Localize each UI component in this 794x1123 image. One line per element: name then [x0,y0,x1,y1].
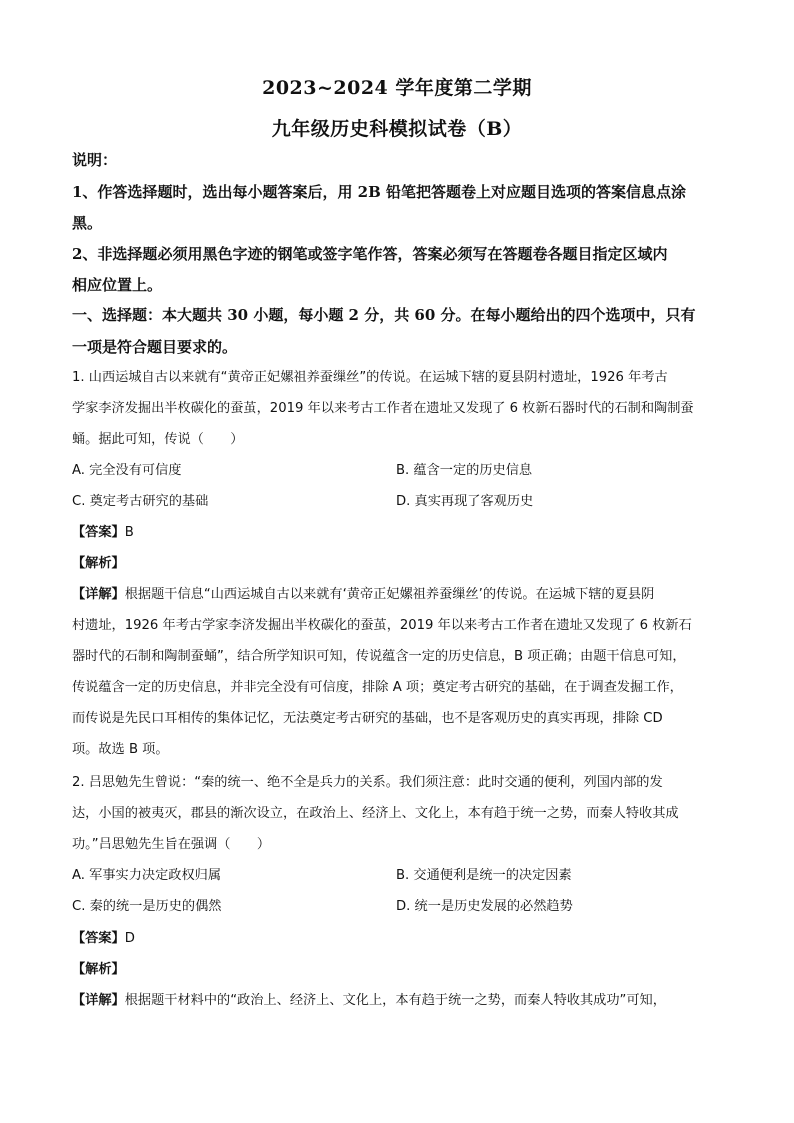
q1-answer-value: B [124,525,134,540]
q1-analysis-tag: 【解析】 [72,556,125,571]
q2-detail-line-1 [72,991,728,1011]
instruction-1-line-1: 1、作答选择题时，选出每小题答案后，用 2B 铅笔把答题卷上对应题目选项的答案信息点涂 [72,183,687,201]
q1-detail-text-1: 根据题干信息“山西运城自古以来就有‘黄帝正妃嫘祖养蚕缫丝’的传说。在运城下辖的夏县阴 [124,587,655,602]
section-heading-line-2: 一项是符合题目要求的。 [72,338,238,356]
q2-option-d: D. 统一是历史发展的必然趋势 [396,899,573,914]
instructions-label: 说明： [72,151,118,169]
q1-answer [72,523,728,543]
section-heading-line-1: 一、选择题：本大题共 30 小题，每小题 2 分，共 60 分。在每小题给出的四个选项中，只有 [72,306,696,324]
q1-detail-tag: 【详解】 [72,587,125,602]
q2-option-a: A. 军事实力决定政权归属 [72,868,222,883]
q1-analysis [72,554,728,574]
q2-analysis [72,960,728,980]
q1-detail-line-5: 而传说是先民口耳相传的集体记忆，无法奠定考古研究的基础，也不是客观历史的真实再现，排除 CD [72,711,663,726]
q2-detail-text-1: 根据题干材料中的“政治上、经济上、文化上，本有趋于统一之势，而秦人特收其成功”可知， [124,993,666,1008]
q2-detail-tag: 【详解】 [72,993,125,1008]
q1-answer-tag: 【答案】 [72,525,125,540]
q1-detail-line-2: 村遗址，1926 年考古学家李济发掘出半枚碳化的蚕茧，2019 年以来考古工作者在遗址又发现了 6 枚新石 [72,618,692,633]
q2-answer [72,929,728,949]
q2-option-b: B. 交通便利是统一的决定因素 [396,868,572,883]
q1-detail-line-4: 传说蕴含一定的历史信息，并非完全没有可信度，排除 A 项；奠定考古研究的基础，在于调查发掘工作， [72,680,683,695]
instruction-1-line-2: 黑。 [72,214,103,232]
q2-answer-value: D [124,931,135,946]
instruction-2-line-1: 2、非选择题必须用黑色字迹的钢笔或签字笔作答，答案必须写在答题卷各题目指定区域内 [72,245,668,263]
q2-stem-line-1: 2. 吕思勉先生曾说：“秦的统一、绝不全是兵力的关系。我们须注意：此时交通的便利，列国内部的发 [72,775,663,790]
q1-stem-line-3: 蛹。据此可知，传说（ ） [72,432,244,447]
q1-detail-line-3: 器时代的石制和陶制蚕蛹”，结合所学知识可知，传说蕴含一定的历史信息，B 项正确；由题干信息可知， [72,649,686,664]
exam-term-title: 2023~2024 学年度第二学期 [262,77,532,99]
q2-analysis-tag: 【解析】 [72,962,125,977]
q1-option-a: A. 完全没有可信度 [72,463,182,478]
q1-option-b: B. 蕴含一定的历史信息 [396,463,533,478]
q1-option-d: D. 真实再现了客观历史 [396,494,534,509]
exam-paper-title: 九年级历史科模拟试卷（B） [271,118,523,140]
q1-stem-line-1: 1. 山西运城自古以来就有“黄帝正妃嫘祖养蚕缫丝”的传说。在运城下辖的夏县阴村遗址，1926 年考古 [72,370,668,385]
q1-detail-line-1 [72,585,728,605]
q2-option-c: C. 秦的统一是历史的偶然 [72,899,222,914]
q2-answer-tag: 【答案】 [72,931,125,946]
q1-stem-line-2: 学家李济发掘出半枚碳化的蚕茧，2019 年以来考古工作者在遗址又发现了 6 枚新石器时代的石制和陶制蚕 [72,401,694,416]
q2-stem-line-3: 功。”吕思勉先生旨在强调（ ） [72,837,271,852]
instruction-2-line-2: 相应位置上。 [72,276,163,294]
q2-stem-line-2: 达，小国的被夷灭，郡县的渐次设立，在政治上、经济上、文化上，本有趋于统一之势，而秦人特收其成 [72,806,679,821]
q1-option-c: C. 奠定考古研究的基础 [72,494,209,509]
q1-detail-line-6: 项。故选 B 项。 [72,742,169,757]
